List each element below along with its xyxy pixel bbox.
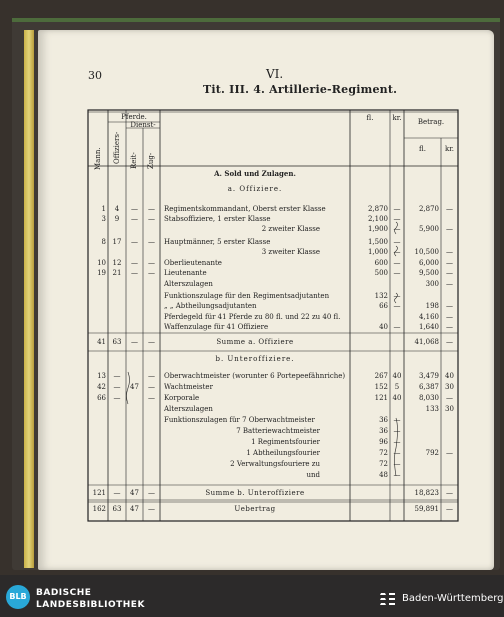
cell-fl: 600: [374, 259, 388, 267]
cell-betrag-kr: —: [446, 505, 453, 513]
cell-betrag-kr: —: [446, 302, 453, 310]
cell-text: Korporale: [164, 394, 200, 402]
cell-betrag-fl: 6,387: [418, 383, 439, 391]
col-header-fl: fl.: [366, 114, 374, 122]
col-header-kr: kr.: [392, 114, 402, 122]
cell-offiziers: 63: [112, 338, 122, 346]
cell-zug: —: [148, 372, 155, 380]
cell-fl: 72: [379, 460, 388, 468]
cell-reit: —: [131, 215, 138, 223]
col-header-betrag-fl: fl.: [419, 145, 426, 153]
cell-zug: —: [148, 269, 155, 277]
cell-betrag-kr: 30: [445, 383, 454, 391]
cell-betrag-kr: —: [446, 449, 453, 457]
cell-zug: —: [148, 238, 155, 246]
cell-zug: —: [148, 215, 155, 223]
cell-mann: 41: [97, 338, 106, 346]
cell-betrag-fl: 2,870: [418, 205, 439, 213]
cell-offiziers: —: [113, 372, 121, 380]
cell-kr: —: [393, 449, 401, 457]
cell-fl: 1,000: [367, 248, 388, 256]
col-header-betrag-kr: kr.: [444, 145, 455, 153]
subheading-a: a. Offiziere.: [227, 185, 283, 193]
cell-betrag-fl: 59,891: [414, 505, 439, 513]
cell-betrag-fl: 300: [425, 280, 439, 288]
cell-zug: —: [148, 259, 155, 267]
cell-betrag-kr: 40: [445, 372, 454, 380]
cell-fl: 2,100: [367, 215, 388, 223]
cell-mann: 3: [101, 215, 106, 223]
cell-text: Summe b. Unteroffiziere: [205, 489, 305, 497]
cell-kr: —: [393, 225, 401, 233]
cell-fl: 40: [379, 323, 388, 331]
cell-text: Pferdegeld für 41 Pferde zu 80 fl. und 22 zu 40 fl.: [164, 313, 341, 321]
cell-mann: 42: [97, 383, 106, 391]
cell-kr: —: [393, 460, 401, 468]
cell-mann: 66: [97, 394, 106, 402]
cell-fl: 500: [374, 269, 388, 277]
bw-label: Baden-Württemberg: [402, 593, 504, 604]
cell-text: Funktionszulagen für 7 Oberwachtmeister: [164, 416, 315, 424]
cell-text: 2 zweiter Klasse: [261, 225, 320, 233]
cell-kr: —: [393, 416, 401, 424]
cell-reit: 47: [130, 489, 139, 497]
cell-betrag-fl: 1,640: [418, 323, 439, 331]
cell-offiziers: 21: [112, 269, 122, 277]
col-header-pferde: Pferde.: [121, 113, 147, 121]
cell-fl: 1,900: [367, 225, 388, 233]
cell-kr: —: [393, 269, 401, 277]
cell-fl: 132: [374, 292, 388, 300]
cell-betrag-fl: 5,900: [418, 225, 439, 233]
cell-text: Oberwachtmeister (worunter 6 Portepeefähnriche): [164, 372, 346, 380]
cell-text: Waffenzulage für 41 Offiziere: [164, 323, 269, 331]
cell-reit: —: [131, 259, 138, 267]
cell-text: Lieutenante: [164, 269, 207, 277]
cell-betrag-kr: —: [446, 280, 453, 288]
cell-mann: 19: [97, 269, 106, 277]
cell-text: Oberlieutenante: [164, 259, 222, 267]
cell-text: Wachtmeister: [164, 383, 213, 391]
cell-betrag-kr: —: [446, 489, 453, 497]
cell-betrag-kr: —: [446, 248, 453, 256]
cell-reit: 47: [130, 383, 139, 391]
cell-kr: —: [393, 215, 401, 223]
cell-kr: —: [393, 205, 401, 213]
cell-betrag-fl: 4,160: [418, 313, 439, 321]
cell-kr: —: [393, 259, 401, 267]
cell-text: 1 Abtheilungsfourier: [246, 449, 320, 457]
cell-fl: 66: [379, 302, 388, 310]
cell-text: Summe a. Offiziere: [216, 338, 294, 346]
cell-betrag-kr: —: [446, 313, 453, 321]
cell-text: Regimentskommandant, Oberst erster Klasse: [164, 205, 326, 213]
cell-betrag-kr: —: [446, 259, 453, 267]
cell-kr: 5: [394, 383, 400, 391]
heading-a: A. Sold und Zulagen.: [214, 169, 296, 178]
cell-offiziers: 17: [112, 238, 122, 246]
cell-fl: 72: [379, 449, 388, 457]
cell-zug: —: [148, 338, 155, 346]
cell-kr: —: [393, 471, 401, 479]
cell-kr: —: [393, 238, 401, 246]
cell-mann: 1: [101, 205, 106, 213]
col-header-offiziers: Offiziers-: [113, 131, 121, 164]
cell-reit: 47: [130, 505, 139, 513]
blb-name-line2: LANDESBIBLIOTHEK: [36, 600, 145, 610]
cell-offiziers: 9: [114, 215, 120, 223]
cell-zug: —: [148, 394, 155, 402]
cell-fl: 152: [374, 383, 388, 391]
cell-betrag-kr: —: [446, 205, 453, 213]
cell-betrag-kr: —: [446, 394, 453, 402]
cell-text: 1 Regimentsfourier: [251, 438, 320, 446]
cell-mann: 8: [101, 238, 106, 246]
cell-fl: 2,870: [367, 205, 388, 213]
cell-reit: —: [131, 205, 138, 213]
cell-text: Alterszulagen: [164, 280, 213, 288]
cell-fl: 96: [379, 438, 388, 446]
cell-betrag-kr: —: [446, 269, 453, 277]
cell-text: Hauptmänner, 5 erster Klasse: [164, 238, 271, 246]
cell-offiziers: 63: [112, 505, 122, 513]
cell-betrag-fl: 133: [425, 405, 439, 413]
cell-kr: —: [393, 302, 401, 310]
cell-fl: 267: [374, 372, 388, 380]
cell-betrag-fl: 8,030: [418, 394, 439, 402]
cell-text: 2 Verwaltungsfouriere zu: [230, 460, 320, 468]
cell-mann: 10: [97, 259, 106, 267]
cell-offiziers: 12: [112, 259, 122, 267]
cell-text: und: [306, 471, 320, 479]
cell-mann: 13: [97, 372, 106, 380]
cell-kr: 40: [392, 372, 402, 380]
cell-kr: —: [393, 427, 401, 435]
cell-fl: 121: [374, 394, 388, 402]
col-header-betrag: Betrag.: [417, 118, 445, 126]
page-title: Tit. III. 4. Artillerie-Regiment.: [203, 83, 398, 96]
cell-fl: 36: [379, 427, 388, 435]
cell-text: 3 zweiter Klasse: [261, 248, 320, 256]
cell-zug: —: [148, 383, 155, 391]
cell-betrag-fl: 9,500: [418, 269, 439, 277]
section-number: VI.: [266, 67, 284, 81]
cell-betrag-fl: 18,823: [414, 489, 439, 497]
cell-offiziers: 4: [114, 205, 120, 213]
cell-betrag-kr: 30: [445, 405, 454, 413]
cell-offiziers: —: [113, 489, 121, 497]
col-header-reit: Reit-: [130, 152, 138, 169]
col-header-zug: Zug-: [147, 152, 155, 169]
page-number: 30: [88, 69, 102, 82]
cell-kr: —: [393, 323, 401, 331]
cell-fl: 36: [379, 416, 388, 424]
subheading-b: b. Unteroffiziere.: [215, 355, 295, 363]
cell-reit: —: [131, 338, 138, 346]
cell-betrag-kr: —: [446, 338, 453, 346]
cell-betrag-fl: 6,000: [418, 259, 439, 267]
cell-kr: —: [393, 248, 401, 256]
cell-kr: —: [393, 292, 401, 300]
cell-mann: 121: [92, 489, 106, 497]
cell-betrag-fl: 10,500: [414, 248, 439, 256]
cell-text: Alterszulagen: [164, 405, 213, 413]
cell-kr: 40: [392, 394, 402, 402]
cell-betrag-fl: 41,068: [414, 338, 439, 346]
cell-betrag-fl: 792: [425, 449, 439, 457]
cell-kr: —: [393, 438, 401, 446]
cell-text: Funktionszulage für den Regimentsadjutanten: [164, 292, 330, 300]
cell-betrag-kr: —: [446, 225, 453, 233]
cell-betrag-kr: —: [446, 323, 453, 331]
cell-zug: —: [148, 505, 155, 513]
cell-reit: —: [131, 238, 138, 246]
cell-text: „ „ Abtheilungsadjutanten: [164, 302, 257, 310]
cell-text: 7 Batteriewachtmeister: [236, 427, 320, 435]
cell-fl: 48: [379, 471, 388, 479]
cell-mann: 162: [92, 505, 106, 513]
cell-offiziers: —: [113, 394, 121, 402]
cell-zug: —: [148, 205, 155, 213]
bw-crest-icon: [378, 589, 398, 609]
cell-betrag-fl: 198: [425, 302, 439, 310]
cell-betrag-fl: 3,479: [418, 372, 439, 380]
col-header-mann: Mann.: [94, 147, 102, 170]
blb-name-line1: BADISCHE: [36, 588, 92, 598]
cell-fl: 1,500: [367, 238, 388, 246]
blb-logo[interactable]: BLB: [6, 585, 30, 609]
cell-zug: —: [148, 489, 155, 497]
cell-text: Stabsoffiziere, 1 erster Klasse: [164, 215, 271, 223]
col-header-dienst: Dienst-: [130, 121, 156, 129]
cell-text: Uebertrag: [234, 505, 276, 513]
cell-offiziers: —: [113, 383, 121, 391]
cell-reit: —: [131, 269, 138, 277]
